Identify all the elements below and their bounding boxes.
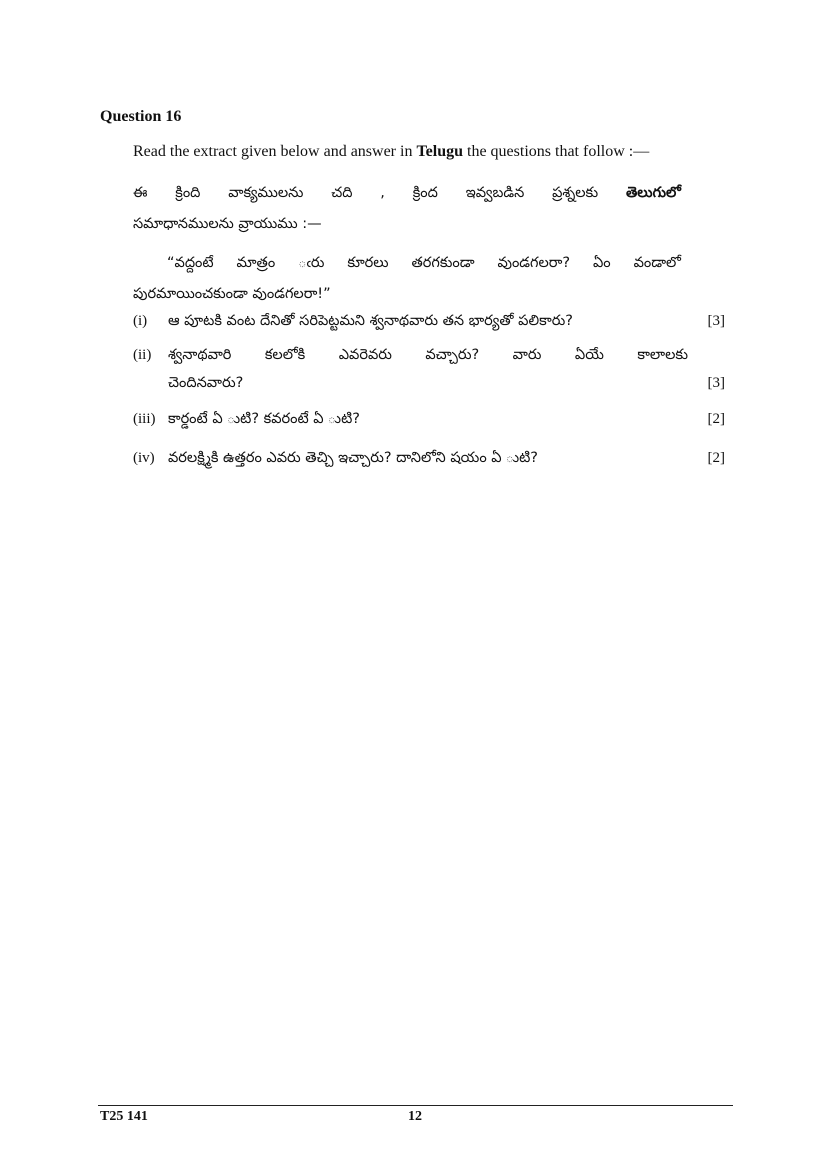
question-number: (iii) (133, 411, 156, 427)
question-number: (i) (133, 313, 148, 329)
telugu-instruction-word: వాక్యములను (228, 185, 304, 201)
telugu-instruction-word: , (380, 185, 385, 201)
question-ii-word: ఎవరెవరు (338, 347, 392, 363)
question-text (168, 347, 688, 391)
question-marks: [2] (707, 411, 725, 427)
question-ii-word: వచ్చారు? (425, 347, 480, 363)
extract-word: మాత్రం (236, 255, 276, 271)
extract-word: కూరలు (347, 255, 389, 271)
telugu-instruction-line2: సమాధానములను వ్రాయుము :— (133, 216, 322, 232)
telugu-instruction-bold-word: తెలుగులో (625, 185, 681, 201)
telugu-instruction-word: ఇవ్వబడిన (465, 185, 525, 201)
question-ii (133, 347, 725, 403)
question-text: కార్డంటే ఏ ుటి? కవరంటే ఏ ుటి? (168, 411, 360, 427)
extract-word: ఏం (593, 255, 611, 271)
question-ii-word: కాలాలకు (637, 347, 688, 363)
question-marks: [2] (707, 450, 725, 466)
instruction (133, 143, 649, 161)
question-marks: [3] (707, 375, 725, 391)
question-ii-word: శ్వనాథవారి (168, 347, 232, 363)
question-marks: [3] (707, 313, 725, 329)
question-ii-word: ఏయే (574, 347, 604, 363)
extract-word: “వద్దంటే (167, 255, 214, 271)
page-number: 12 (408, 1109, 422, 1124)
question-iv (133, 450, 725, 476)
telugu-instruction-word: చది (331, 185, 353, 201)
instruction-language: Telugu (416, 143, 463, 160)
question-i (133, 313, 725, 339)
question-ii-word: కలలోకి (264, 347, 306, 363)
extract-word: ఁరు (298, 255, 325, 271)
extract-word: వుండగలరా? (497, 255, 571, 271)
instruction-post: the questions that follow :— (463, 143, 650, 160)
extract-line2: పురమాయించకుండా వుండగలరా!” (133, 286, 331, 302)
question-ii-word: వారు (512, 347, 542, 363)
telugu-instruction-word: క్రింది (175, 185, 201, 201)
telugu-instruction-line1 (133, 178, 681, 209)
question-number: (ii) (133, 347, 152, 363)
question-text-line2: చెందినవారు? (168, 375, 244, 391)
question-text-line1 (168, 347, 688, 367)
extract-line1 (133, 248, 681, 279)
telugu-instruction-word: క్రింద (412, 185, 438, 201)
footer-code: T25 141 (100, 1109, 148, 1124)
footer-rule (98, 1105, 733, 1106)
extract-word: వండాలో (633, 255, 681, 271)
question-text: ఆ పూటకి వంట దేనితో సరిపెట్టమని శ్వనాథవారు తన భార్యతో పలికారు? (168, 313, 574, 329)
question-title: Question 16 (100, 108, 182, 125)
question-number: (iv) (133, 450, 155, 466)
telugu-instruction (133, 178, 681, 240)
question-text: వరలక్ష్మికి ఉత్తరం ఎవరు తెచ్చి ఇచ్చారు? దానిలోని షయం ఏ ుటి? (168, 450, 538, 466)
question-iii (133, 411, 725, 437)
extract-word: తరగకుండా (411, 255, 475, 271)
instruction-pre: Read the extract given below and answer in (133, 143, 417, 160)
extract (133, 248, 681, 310)
telugu-instruction-word: ఈ (133, 185, 148, 201)
telugu-instruction-word: ప్రశ్నలకు (552, 185, 599, 201)
